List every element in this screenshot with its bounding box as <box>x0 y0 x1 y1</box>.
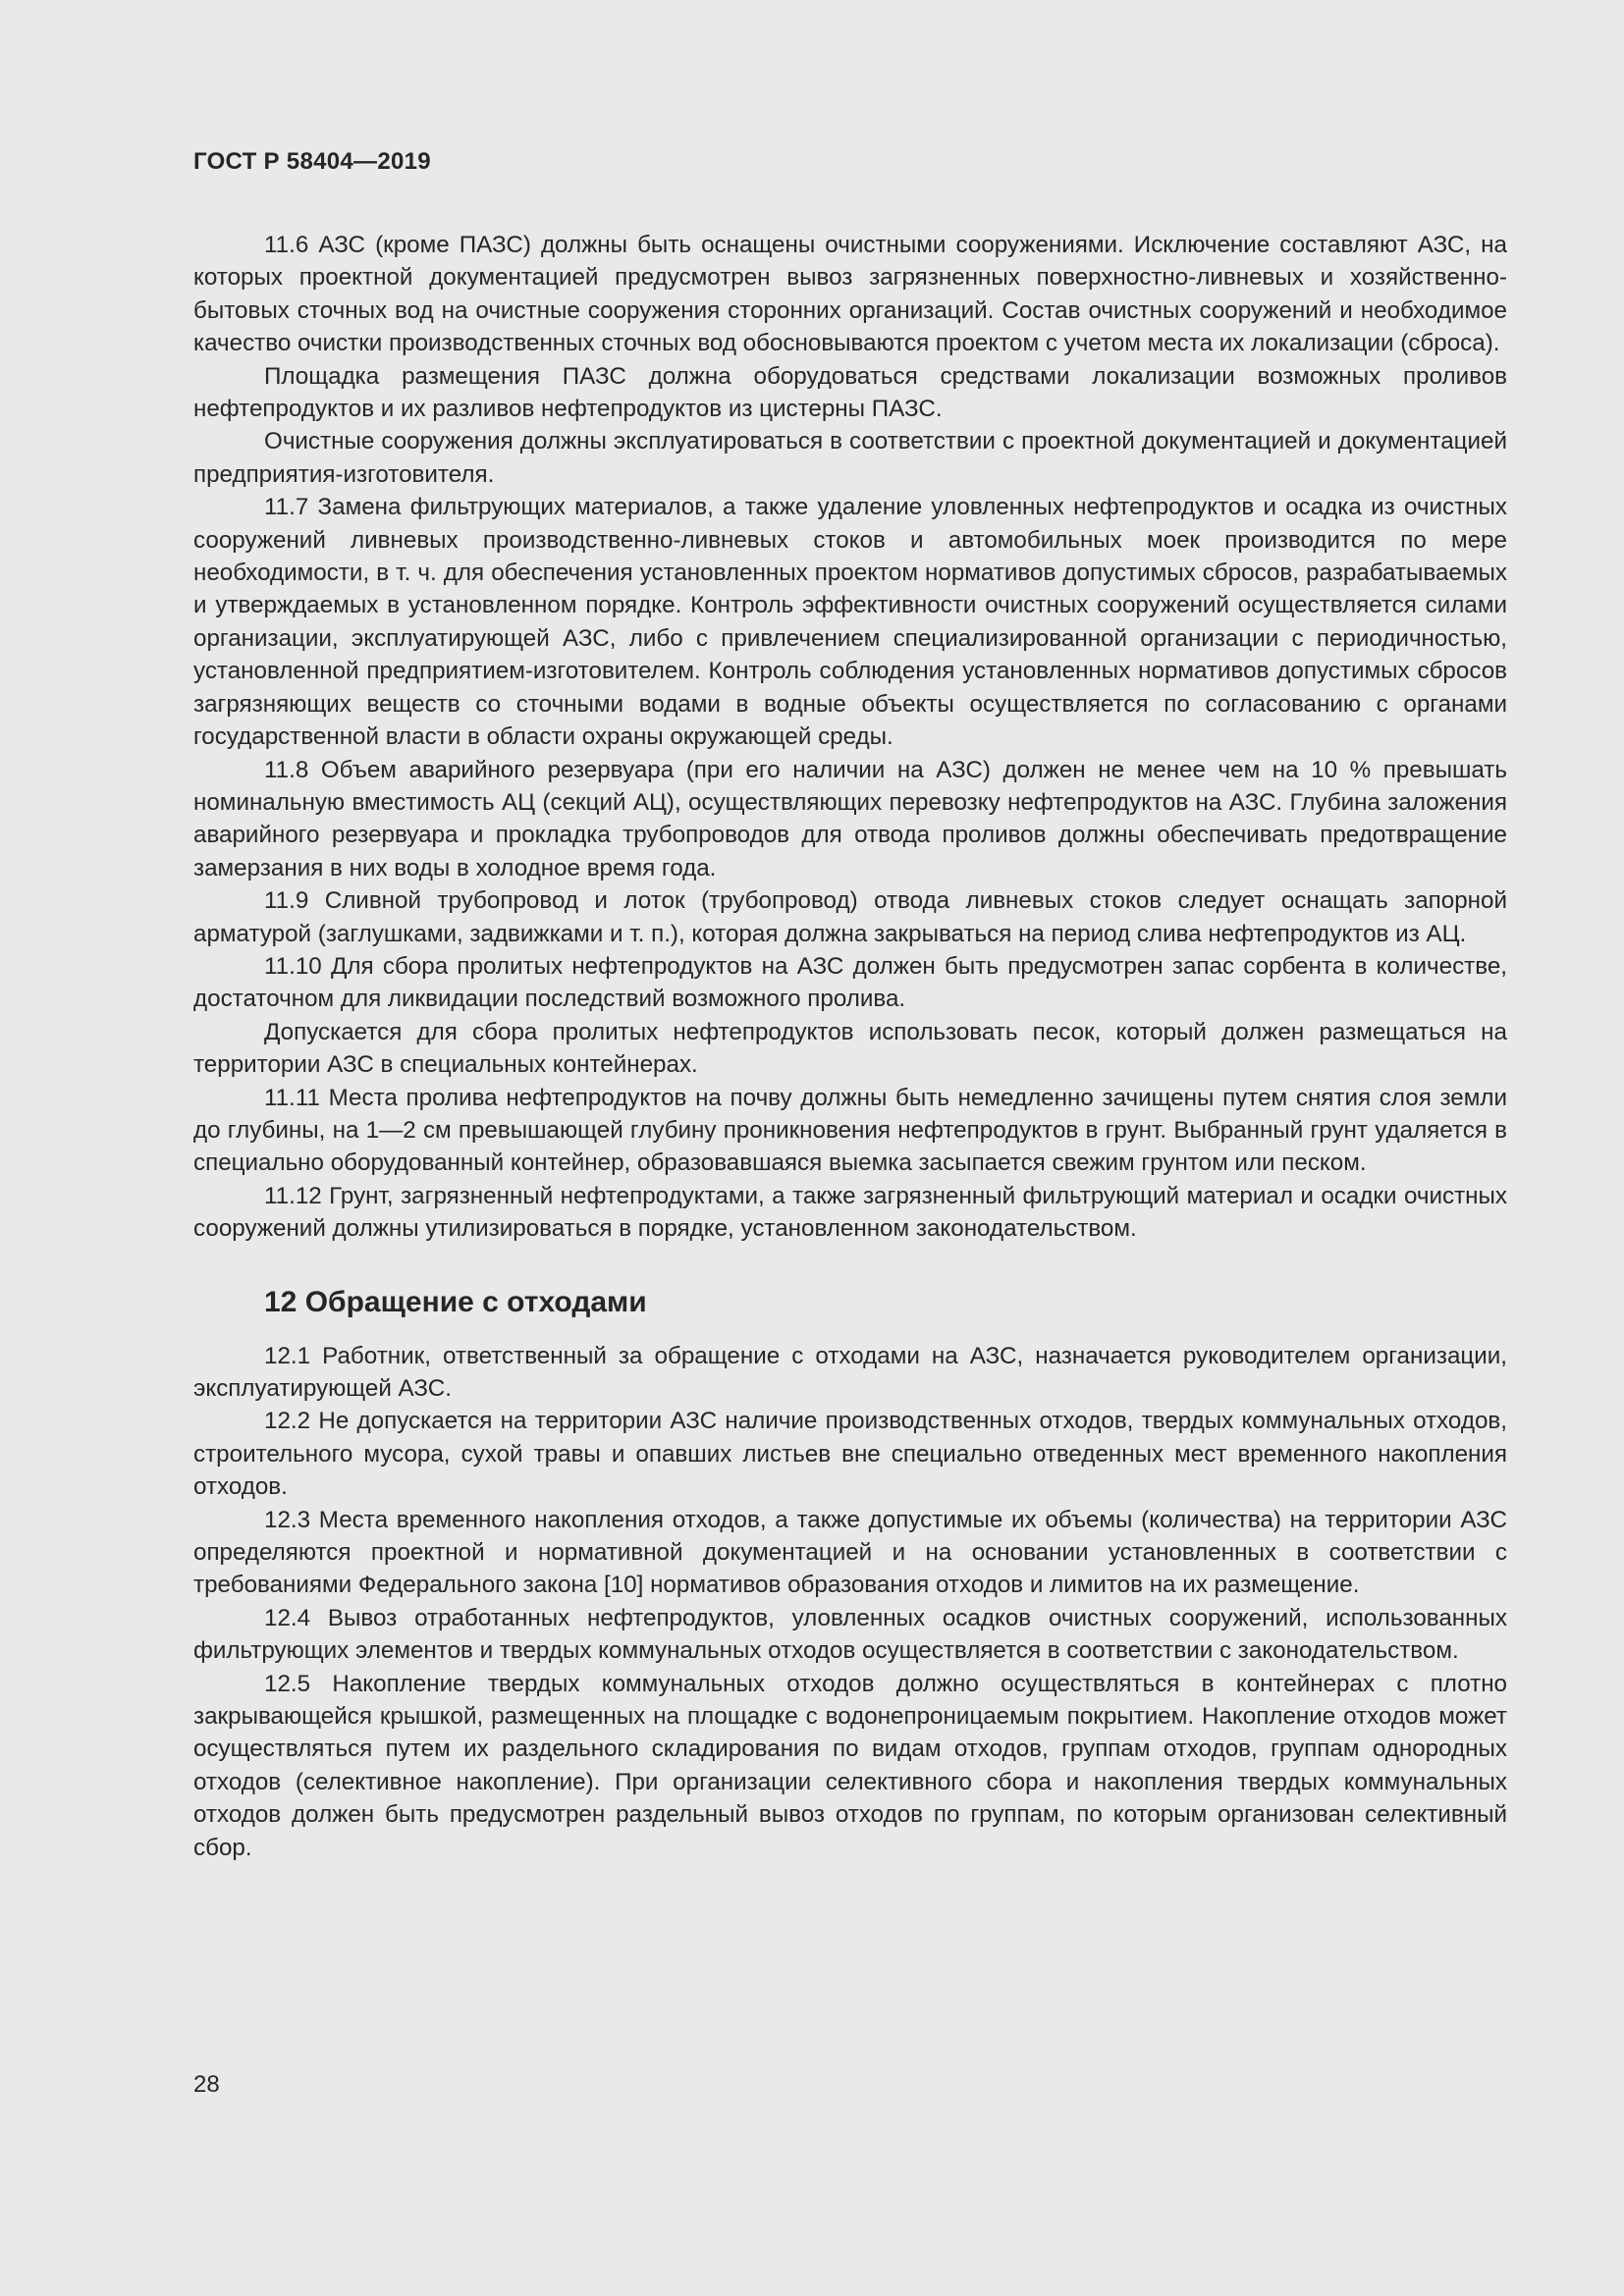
paragraph-11-10: 11.10 Для сбора пролитых нефтепродуктов на АЗС должен быть предусмотрен запас сорбента в количестве, достаточном для ликвидации последствий возможного пролива. <box>193 952 1507 1013</box>
paragraph-11-10-sand: Допускается для сбора пролитых нефтепродуктов использовать песок, который должен размещаться на территории АЗС в специальных контейнерах. <box>193 1018 1507 1079</box>
section-title: 12 Обращение с отходами <box>264 1285 647 1318</box>
page-number: 28 <box>193 2071 220 2098</box>
paragraph-12-2: 12.2 Не допускается на территории АЗС наличие производственных отходов, твердых коммунальных отходов, строительного мусора, сухой травы и опавших листьев вне специально отведенных мест временного накопления отходов. <box>193 1408 1507 1501</box>
paragraph-12-1: 12.1 Работник, ответственный за обращение с отходами на АЗС, назначается руководителем организации, эксплуатирующей АЗС. <box>193 1342 1507 1402</box>
paragraph-11-6-pazs: Площадка размещения ПАЗС должна оборудоваться средствами локализации возможных проливов нефтепродуктов и их разливов нефтепродуктов из цистерны ПАЗС. <box>193 362 1507 423</box>
paragraph-12-3: 12.3 Места временного накопления отходов, а также допустимые их объемы (количества) на территории АЗС определяются проектной и нормативной документацией и на основании установленных в соответствии с требованиями Федерального закона [10] нормативов образования отходов и лимитов на их размещение. <box>193 1506 1507 1599</box>
paragraph-11-6-treatment: Очистные сооружения должны эксплуатироваться в соответствии с проектной документацией и документацией предприятия-изготовителя. <box>193 428 1507 488</box>
paragraph-12-4: 12.4 Вывоз отработанных нефтепродуктов, уловленных осадков очистных сооружений, использованных фильтрующих элементов и твердых коммунальных отходов осуществляется в соответствии с законодательством. <box>193 1604 1507 1665</box>
paragraph-11-12: 11.12 Грунт, загрязненный нефтепродуктами, а также загрязненный фильтрующий материал и осадки очистных сооружений должны утилизироваться в порядке, установленном законодательством. <box>193 1182 1507 1243</box>
paragraph-11-7: 11.7 Замена фильтрующих материалов, а также удаление уловленных нефтепродуктов и осадка из очистных сооружений ливневых производственно-ливневых стоков и автомобильных моек производится по мере необходимости, в т. ч. для обеспечения установленных проектом нормативов допустимых сбросов, разрабатываемых и утверждаемых в установленном порядке. Контроль эффективности очистных сооружений осуществляется силами организации, эксплуатирующей АЗС, либо с привлечением специализированной организации с периодичностью, установленной предприятием-изготовителем. Контроль соблюдения установленных нормативов допустимых сбросов загрязняющих веществ со сточными водами в водные объекты осуществляется по согласованию с органами государственной власти в области охраны окружающей среды. <box>193 494 1507 751</box>
document-code: ГОСТ Р 58404—2019 <box>193 148 431 175</box>
paragraph-12-5: 12.5 Накопление твердых коммунальных отходов должно осуществляться в контейнерах с плотно закрывающейся крышкой, размещенных на площадке с водонепроницаемым покрытием. Накопление отходов может осуществляться путем их раздельного складирования по видам отходов, группам отходов, группам однородных отходов (селективное накопление). При организации селективного сбора и накопления твердых коммунальных отходов должен быть предусмотрен раздельный вывоз отходов по группам, по которым организован селективный сбор. <box>193 1670 1507 1861</box>
paragraph-11-11: 11.11 Места пролива нефтепродуктов на почву должны быть немедленно зачищены путем снятия слоя земли до глубины, на 1—2 см превышающей глубину проникновения нефтепродуктов в грунт. Выбранный грунт удаляется в специально оборудованный контейнер, образовавшаяся выемка засыпается свежим грунтом или песком. <box>193 1084 1507 1177</box>
document-page <box>193 147 1507 1864</box>
paragraph-11-8: 11.8 Объем аварийного резервуара (при его наличии на АЗС) должен не менее чем на 10 % превышать номинальную вместимость АЦ (секций АЦ), осуществляющих перевозку нефтепродуктов на АЗС. Глубина заложения аварийного резервуара и прокладка трубопроводов для отвода проливов должны обеспечивать предотвращение замерзания в них воды в холодное время года. <box>193 756 1507 881</box>
paragraph-11-6: 11.6 АЗС (кроме ПАЗС) должны быть оснащены очистными сооружениями. Исключение составляют АЗС, на которых проектной документацией предусмотрен вывоз загрязненных поверхностно-ливневых и хозяйственно-бытовых сточных вод на очистные сооружения сторонних организаций. Состав очистных сооружений и необходимое качество очистки производственных сточных вод обосновываются проектом с учетом места их локализации (сброса). <box>193 232 1507 357</box>
document-body <box>193 229 1507 1864</box>
paragraph-11-9: 11.9 Сливной трубопровод и лоток (трубопровод) отвода ливневых стоков следует оснащать запорной арматурой (заглушками, задвижками и т. п.), которая должна закрываться на период слива нефтепродуктов из АЦ. <box>193 887 1507 947</box>
